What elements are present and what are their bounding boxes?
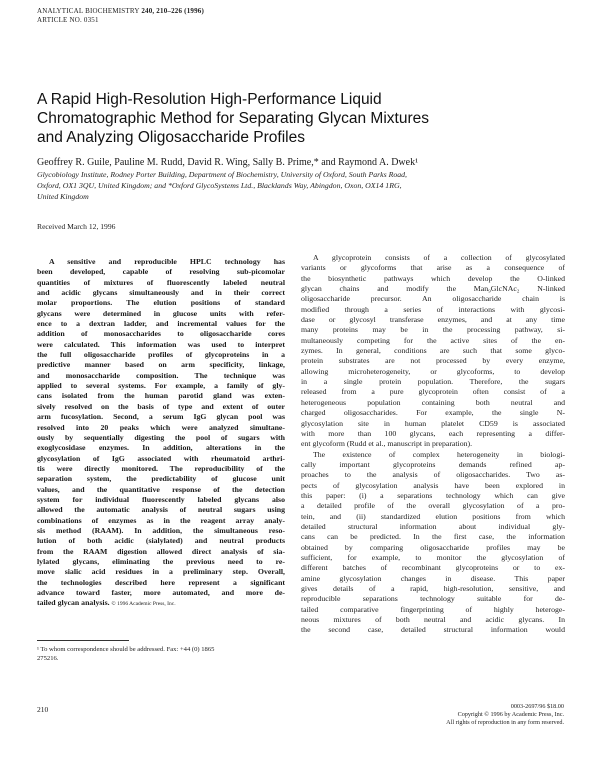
body-line: tailed comparative fingerprinting of highly heteroge- xyxy=(301,604,565,614)
body-line: glycan chains and modify the Man₉GlcNAc₂ N-linked xyxy=(301,284,565,294)
abstract-line: and monosaccharide composition. The technique was xyxy=(37,370,285,380)
copyright-notice xyxy=(380,703,564,728)
footnote-rule xyxy=(37,640,129,641)
abstract-line: arm fucosylation. Second, a serum IgG glycan pool was xyxy=(37,412,285,422)
abstract-line: lution of both acidic (sialylated) and neutral products xyxy=(37,536,285,546)
abstract-line: quantities of mixtures of fluorescently labeled neutral xyxy=(37,277,285,287)
copyright-line: All rights of reproduction in any form reserved. xyxy=(446,719,564,727)
body-line: variants or glycoforms that arise as a consequence of xyxy=(301,263,565,273)
body-line: the second case, detailed structural information would xyxy=(301,625,565,635)
abstract-last-line xyxy=(37,598,285,609)
received-date: Received March 12, 1996 xyxy=(37,222,116,231)
footnote-line: ¹ To whom correspondence should be addressed. Fax: +44 (0) 1865 xyxy=(37,646,215,653)
body-line: many proteins may be in the processing pathway, si- xyxy=(301,325,565,335)
body-line: zymes. In general, conditions are such that some glyco- xyxy=(301,346,565,356)
abstract-line: the technologies described here represent a significant xyxy=(37,577,285,587)
body-line: the biosynthetic pathways which develop the O-linked xyxy=(301,273,565,283)
abstract-line: ence to a dextran ladder, and incremental values for the xyxy=(37,319,285,329)
abstract-line: and acidic glycans simultaneously and in their correct xyxy=(37,288,285,298)
body-line: multaneously competing for the active sites of the en- xyxy=(301,335,565,345)
body-line: heterogeneous population containing both neutral and xyxy=(301,397,565,407)
abstract-line: from the RAAM digestion allowed direct analysis of sia- xyxy=(37,546,285,556)
body-line: glycosylation site in human platelet CD59 is associated xyxy=(301,418,565,428)
abstract-copyright: © 1996 Academic Press, Inc. xyxy=(111,601,176,608)
body-line: detailed structural information about individual gly- xyxy=(301,521,565,531)
copyright-line: Copyright © 1996 by Academic Press, Inc. xyxy=(457,711,564,719)
body-line: in a single protein population. Therefore, the sugars xyxy=(301,377,565,387)
abstract-line: been developed, capable of resolving sub-picomolar xyxy=(37,267,285,277)
body-line: amine glycosylation changes in disease. This paper xyxy=(301,573,565,583)
body-line: reproducible separations technology suitable for de- xyxy=(301,594,565,604)
body-line: protein substrates are not processed by every enzyme, xyxy=(301,356,565,366)
abstract-line: sis method (RAAM). In addition, the simultaneous reso- xyxy=(37,525,285,535)
abstract-line: combinations of enzymes as in the reagent array analy- xyxy=(37,515,285,525)
body-line: allowing microheterogeneity, or glycoforms, to develop xyxy=(301,366,565,376)
abstract-line: glycans were determined in glucose units with refer- xyxy=(37,308,285,318)
volume-pages: 240, 210–226 (1996) xyxy=(141,7,205,15)
abstract-line: system for individual fluorescently labeled glycans also xyxy=(37,494,285,504)
abstract xyxy=(37,257,285,610)
abstract-line: advance toward faster, more automated, and more de- xyxy=(37,588,285,597)
affiliation-line: Glycobiology Institute, Rodney Porter Building, Department of Biochemistry, University of Oxford, South Parks Road, xyxy=(37,170,408,179)
title-line: and Analyzing Oligosaccharide Profiles xyxy=(37,129,305,146)
body-line: dase or glycosyl transferase enzymes, and at any time xyxy=(301,315,565,325)
abstract-line: separation system, the predictability of glucose unit xyxy=(37,474,285,484)
body-line: pects of glycosylation analysis have been explored in xyxy=(301,480,565,490)
abstract-line: tailed glycan analysis. xyxy=(37,598,110,608)
abstract-line: exoglycosidase enzymes. In addition, alterations in the xyxy=(37,443,285,453)
affiliation-line: Oxford, OX1 3QU, United Kingdom; and *Oxford GlycoSystems Ltd., Blacklands Way, Abingdon, Oxon, OX14 1RG, xyxy=(37,181,402,190)
body-line: cans can be predicted. In the first case, the information xyxy=(301,532,565,542)
body-line: this paper: (i) a separations technology which can give xyxy=(301,490,565,500)
abstract-line: predictive manner based on arm specificity, linkage, xyxy=(37,360,285,370)
abstract-line: lylated glycans, eliminating the previous need to re- xyxy=(37,556,285,566)
abstract-line: sively resolved on the basis of type and extent of outer xyxy=(37,401,285,411)
abstract-line: applied to several systems. For example, a family of gly- xyxy=(37,381,285,391)
body-line: A glycoprotein consists of a collection of glycosylated xyxy=(313,253,565,262)
body-line: gives details of a rapid, high-resolution, sensitive, and xyxy=(301,584,565,593)
abstract-line: molar proportions. The elution positions of standard xyxy=(37,298,285,308)
abstract-line: the full oligosaccharide profiles of glycoproteins in a xyxy=(37,350,285,360)
abstract-line: values, and the quantitative response of the detection xyxy=(37,484,285,494)
abstract-line: move sialic acid residues in a preliminary step. Overall, xyxy=(37,567,285,577)
footnote xyxy=(37,645,285,663)
title-line: Chromatographic Method for Separating Glycan Mixtures xyxy=(37,110,429,127)
abstract-line: allowed the automatic analysis of neutral sugars using xyxy=(37,505,285,515)
body-line: released from a pure glycoprotein often consist of a xyxy=(301,387,565,397)
article-title xyxy=(37,90,477,147)
body-line: sufficient, for example, to monitor the glycosylation of xyxy=(301,552,565,562)
journal-name: ANALYTICAL BIOCHEMISTRY xyxy=(37,7,140,15)
body-line: neous mixtures of both neutral and acidic glycans. In xyxy=(301,615,565,625)
abstract-line: were calculated. This information was used to interpret xyxy=(37,339,285,349)
abstract-line: addition of monosaccharides to oligosaccharide cores xyxy=(37,329,285,339)
body-line: with more than 100 glycans, each representing a differ- xyxy=(301,428,565,438)
abstract-line: ously by sequentially digesting the pool of sugars with xyxy=(37,432,285,442)
abstract-line: cans isolated from the human parotid gland was exten- xyxy=(37,391,285,401)
body-line: charged oligosaccharides. For example, the single N- xyxy=(301,408,565,418)
abstract-line: glycosylation of IgG associated with rheumatoid arthri- xyxy=(37,453,285,463)
body-line: modified through a series of interactions with glycosi- xyxy=(301,304,565,314)
body-line: different batches of recombinant glycoproteins or to ex- xyxy=(301,563,565,573)
author-list: Geoffrey R. Guile, Pauline M. Rudd, David R. Wing, Sally B. Prime,* and Raymond A. Dwek¹ xyxy=(37,157,419,168)
footnote-line: 275216. xyxy=(37,655,59,662)
title-line: A Rapid High-Resolution High-Performance Liquid xyxy=(37,91,382,108)
running-header xyxy=(37,7,204,25)
body-line: proaches to the analysis of oligosaccharides. Two as- xyxy=(301,470,565,480)
copyright-line: 0003-2697/96 $18.00 xyxy=(510,703,564,710)
article-number: ARTICLE NO. 0351 xyxy=(37,16,99,24)
affiliation-line: United Kingdom xyxy=(37,192,89,201)
abstract-line: resolved into 20 peaks which were analyzed simultane- xyxy=(37,422,285,432)
body-line: The existence of complex heterogeneity in biologi- xyxy=(313,449,565,459)
body-line: tein, and (ii) standardized elution positions from which xyxy=(301,511,565,521)
abstract-line: A sensitive and reproducible HPLC technology has xyxy=(49,257,285,266)
body-line: cally important glycoproteins demands refined ap- xyxy=(301,459,565,469)
body-line: obtained by comparing oligosaccharide profiles may be xyxy=(301,542,565,552)
body-line: a detailed profile of the overall glycosylation of a pro- xyxy=(301,501,565,511)
abstract-line: tis were directly monitored. The reproducibility of the xyxy=(37,463,285,473)
body-text xyxy=(301,253,565,636)
page-number: 210 xyxy=(37,705,49,714)
body-line: oligosaccharide precursor. An oligosaccharide chain is xyxy=(301,294,565,304)
affiliation xyxy=(37,169,567,202)
body-line: ent glycoform (Rudd et al., manuscript in preparation). xyxy=(301,439,473,449)
